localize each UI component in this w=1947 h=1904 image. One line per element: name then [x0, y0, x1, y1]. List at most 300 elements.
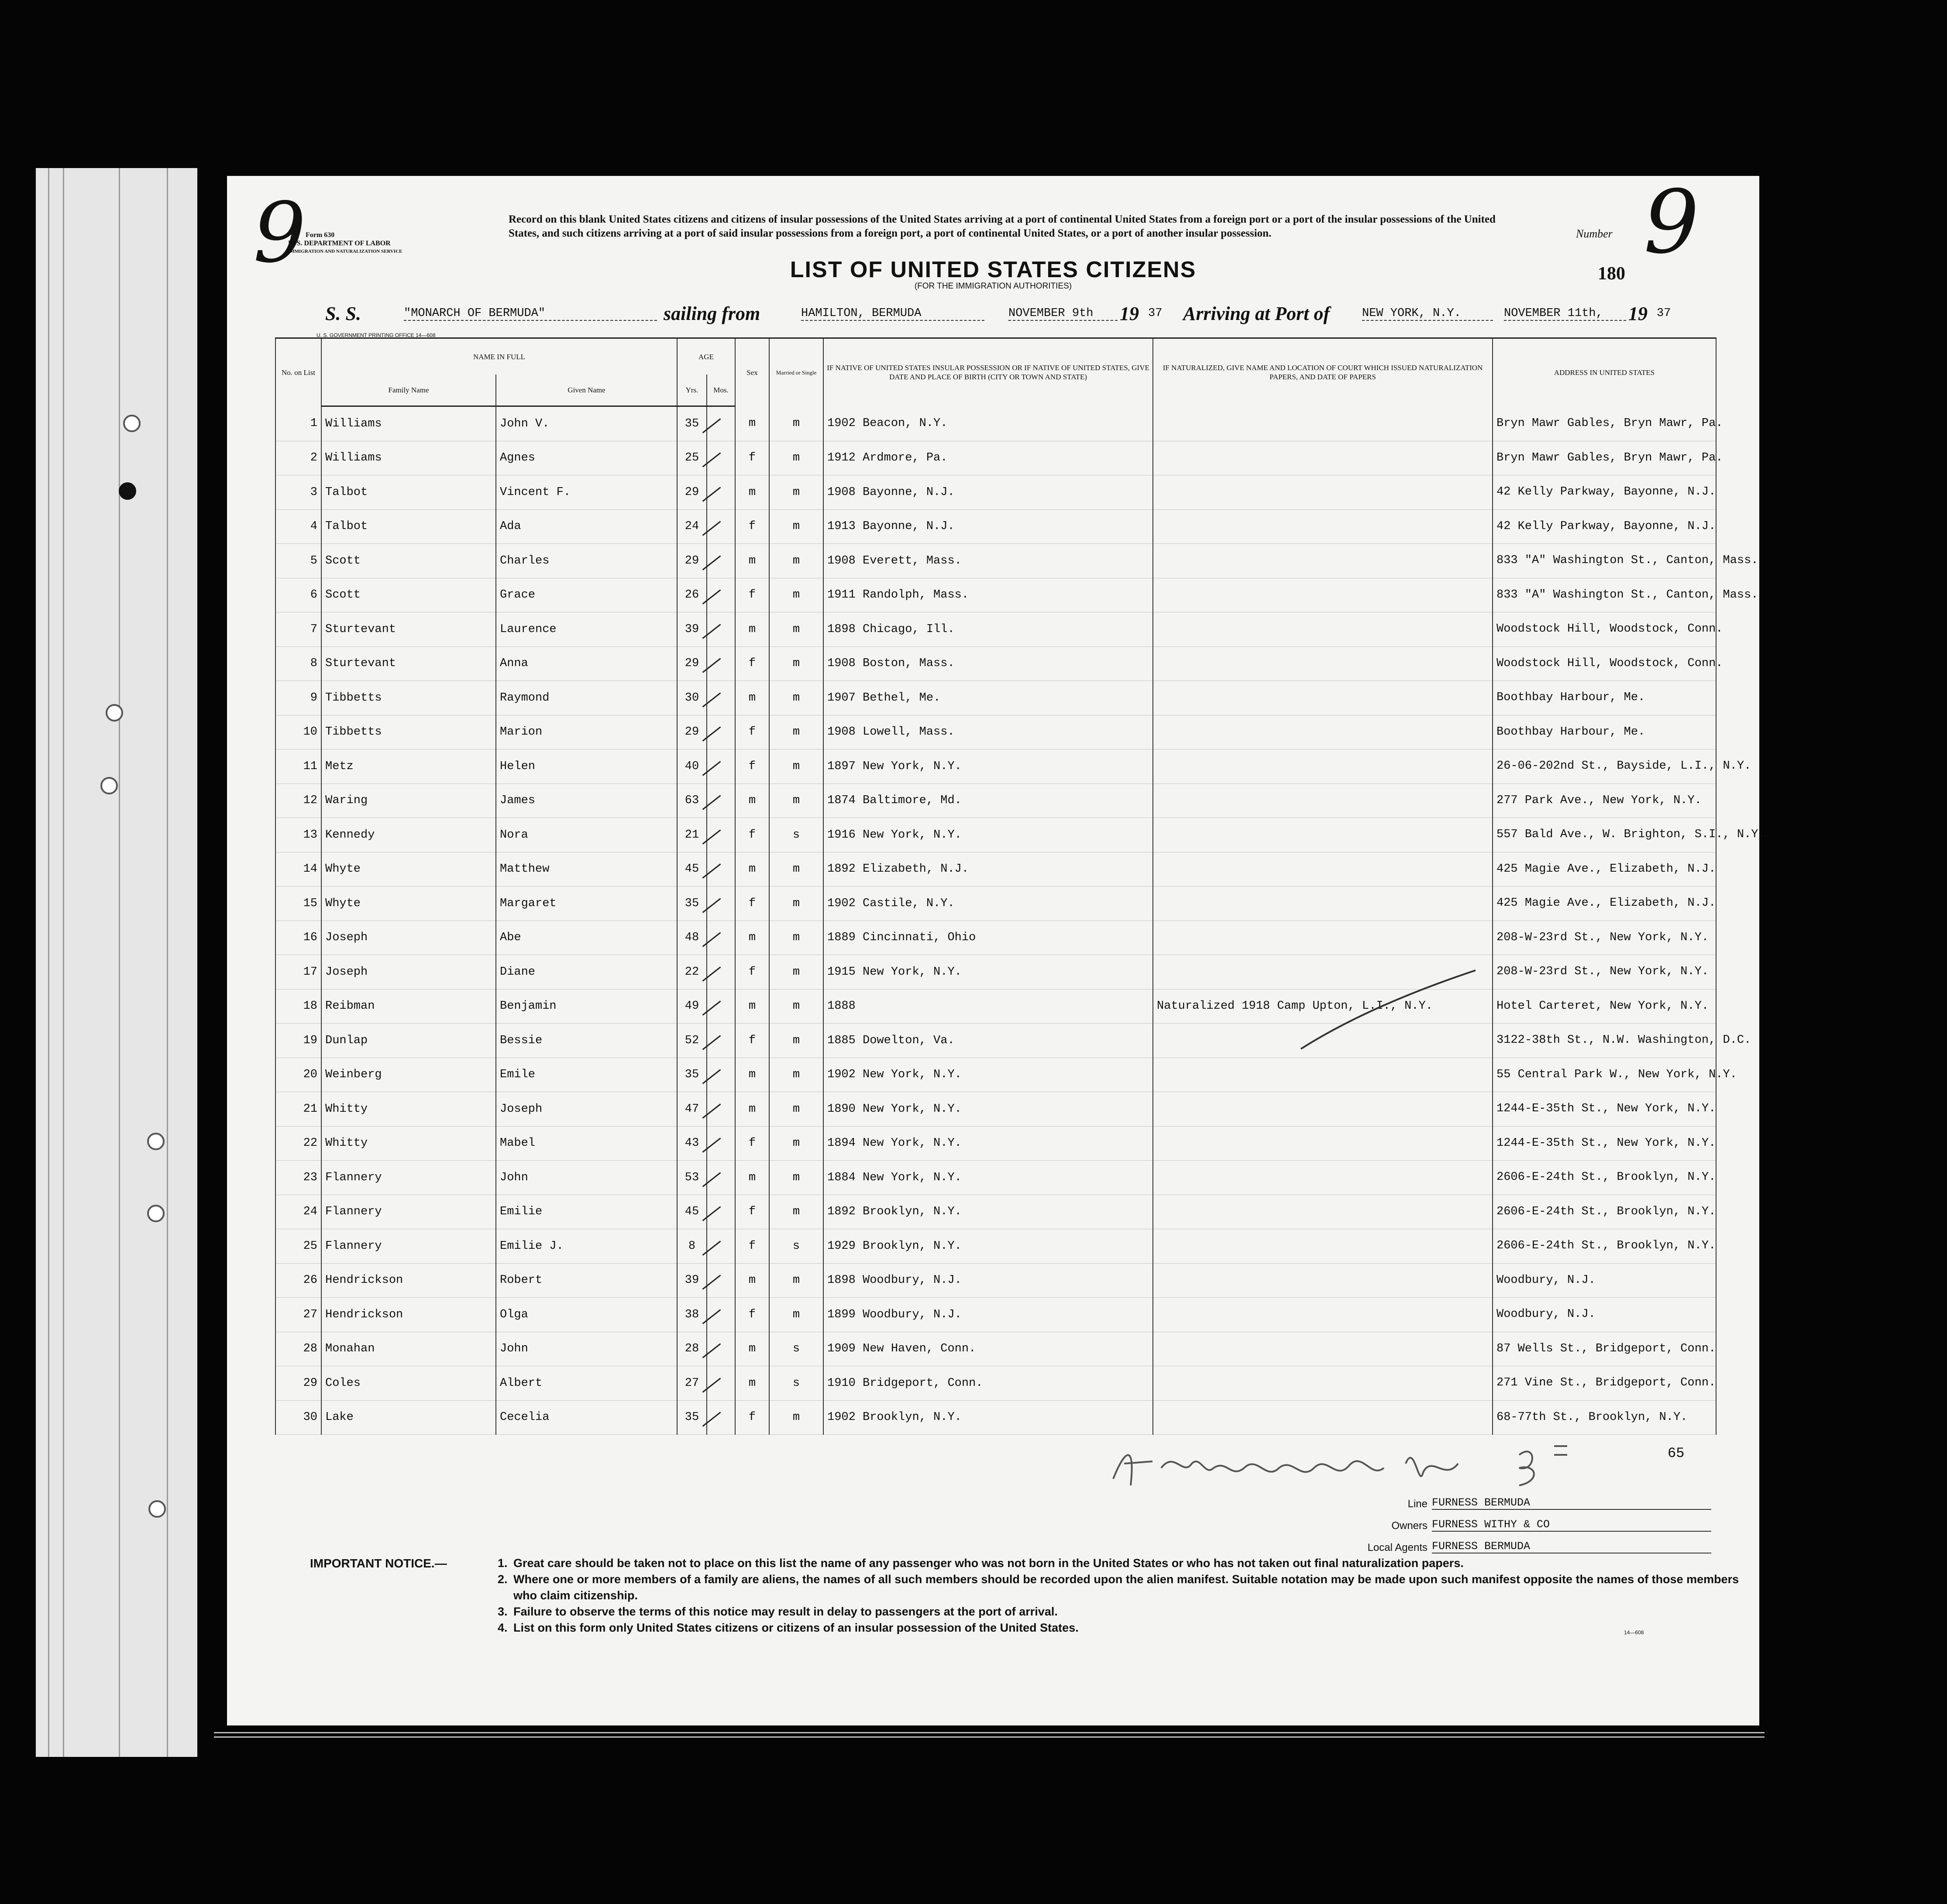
us-address: 208-W-23rd St., New York, N.Y.: [1493, 921, 1716, 955]
naturalization-info: [1153, 544, 1493, 578]
number-label: Number: [1576, 227, 1613, 240]
age-years-value: 52: [685, 1034, 699, 1047]
us-address: 26-06-202nd St., Bayside, L.I., N.Y.: [1493, 749, 1716, 784]
row-number: 1: [275, 406, 321, 441]
age-years: [677, 509, 707, 544]
table-row: [275, 1332, 1716, 1366]
age-years-value: 39: [685, 622, 699, 636]
row-number: 6: [275, 578, 321, 612]
family-name: Joseph: [321, 921, 496, 955]
birth-info: 1885 Dowelton, Va.: [823, 1024, 1153, 1058]
birth-info: 1912 Ardmore, Pa.: [823, 441, 1153, 475]
naturalization-info: [1153, 1263, 1493, 1298]
birth-info: 1892 Brooklyn, N.Y.: [823, 1195, 1153, 1229]
marital-status: m: [769, 1058, 823, 1092]
age-months: [707, 1195, 735, 1229]
given-name: Emile: [496, 1058, 677, 1092]
header-sex: Sex: [735, 338, 769, 406]
table-row: [275, 1024, 1716, 1058]
table-row: [275, 1229, 1716, 1264]
table-row: [275, 749, 1716, 784]
given-name: John V.: [496, 406, 677, 441]
table-row: [275, 989, 1716, 1024]
family-name: Williams: [321, 406, 496, 441]
owners-label: Owners: [1391, 1520, 1428, 1532]
us-address: 3122-38th St., N.W. Washington, D.C.: [1493, 1024, 1716, 1058]
family-name: Whyte: [321, 887, 496, 921]
header-age: AGE: [677, 338, 735, 375]
us-address: 277 Park Ave., New York, N.Y.: [1493, 784, 1716, 818]
marital-status: s: [769, 1229, 823, 1264]
birth-info: 1908 Boston, Mass.: [823, 646, 1153, 681]
us-address: 68-77th St., Brooklyn, N.Y.: [1493, 1400, 1716, 1435]
birth-info: 1898 Chicago, Ill.: [823, 612, 1153, 647]
row-number: 21: [275, 1092, 321, 1127]
naturalization-info: [1153, 921, 1493, 955]
age-years: [677, 646, 707, 681]
sex: f: [735, 441, 769, 475]
naturalization-info: [1153, 1229, 1493, 1264]
marital-status: m: [769, 749, 823, 784]
year-label: 19: [1120, 303, 1139, 324]
row-number: 2: [275, 441, 321, 475]
age-years-value: 48: [685, 931, 699, 945]
age-years-value: 35: [685, 1068, 699, 1082]
birth-info: 1894 New York, N.Y.: [823, 1126, 1153, 1161]
table-row: [275, 612, 1716, 647]
birth-info: 1929 Brooklyn, N.Y.: [823, 1229, 1153, 1264]
age-years: [677, 544, 707, 578]
intro-text: Record on this blank United States citizens and citizens of insular possessions of the United States arriving at a port of continental United States from a foreign port or a port of the insular possessions of the United States, and such citizens arriving at a port of said insular possessions from a foreign port, a port of continental United States, or a port of another insular possession.: [509, 213, 1496, 239]
sex: f: [735, 1400, 769, 1435]
agents-label: Local Agents: [1367, 1542, 1428, 1553]
notice-item-number: 4.: [498, 1621, 508, 1634]
row-number: 11: [275, 749, 321, 784]
given-name: John: [496, 1161, 677, 1195]
age-years-value: 30: [685, 691, 699, 705]
birth-info: 1889 Cincinnati, Ohio: [823, 921, 1153, 955]
age-years: [677, 441, 707, 475]
age-years: [677, 1195, 707, 1229]
age-months: [707, 1263, 735, 1298]
age-years-value: 45: [685, 1205, 699, 1219]
page-edge-line: [214, 1736, 1765, 1738]
naturalization-info: [1153, 887, 1493, 921]
age-years: [677, 852, 707, 887]
row-number: 13: [275, 818, 321, 852]
age-months: [707, 955, 735, 990]
table-row: [275, 887, 1716, 921]
given-name: Matthew: [496, 852, 677, 887]
family-name: Dunlap: [321, 1024, 496, 1058]
birth-info: 1874 Baltimore, Md.: [823, 784, 1153, 818]
age-years: [677, 1298, 707, 1332]
form-number-block: [288, 231, 402, 256]
table-row: [275, 406, 1716, 441]
naturalization-info: [1153, 715, 1493, 749]
arrival-port: NEW YORK, N.Y.: [1362, 307, 1493, 321]
birth-info: 1908 Lowell, Mass.: [823, 715, 1153, 749]
naturalization-info: [1153, 406, 1493, 441]
birth-info: 1915 New York, N.Y.: [823, 955, 1153, 990]
us-address: Bryn Mawr Gables, Bryn Mawr, Pa.: [1493, 406, 1716, 441]
row-number: 25: [275, 1229, 321, 1264]
family-name: Talbot: [321, 509, 496, 544]
age-years: [677, 1161, 707, 1195]
age-months: [707, 749, 735, 784]
marital-status: m: [769, 406, 823, 441]
sex: m: [735, 784, 769, 818]
sex: f: [735, 887, 769, 921]
given-name: Marion: [496, 715, 677, 749]
sex: f: [735, 578, 769, 612]
given-name: Abe: [496, 921, 677, 955]
year-label: 19: [1628, 303, 1648, 324]
arrival-year: 37: [1657, 307, 1671, 320]
notice-item-number: 1.: [498, 1557, 508, 1570]
passenger-rows: [275, 406, 1765, 1435]
page-subtitle: (FOR THE IMMIGRATION AUTHORITIES): [914, 282, 1072, 291]
marital-status: m: [769, 784, 823, 818]
given-name: Albert: [496, 1366, 677, 1401]
age-years: [677, 887, 707, 921]
age-years-value: 27: [685, 1376, 699, 1390]
given-name: Diane: [496, 955, 677, 990]
birth-info: 1907 Bethel, Me.: [823, 681, 1153, 715]
marital-status: m: [769, 681, 823, 715]
sex: m: [735, 989, 769, 1024]
birth-info: 1892 Elizabeth, N.J.: [823, 852, 1153, 887]
age-years-value: 22: [685, 965, 699, 979]
given-name: John: [496, 1332, 677, 1366]
row-number: 19: [275, 1024, 321, 1058]
arrival-date: NOVEMBER 11th,: [1504, 307, 1626, 321]
row-number: 9: [275, 681, 321, 715]
notice-item: [498, 1604, 1746, 1620]
age-months: [707, 1229, 735, 1264]
passenger-table: [275, 337, 1765, 1435]
manifest-page: [227, 172, 1765, 1725]
birth-info: 1908 Everett, Mass.: [823, 544, 1153, 578]
naturalization-info: [1153, 1298, 1493, 1332]
marital-status: m: [769, 475, 823, 510]
age-years-value: 29: [685, 554, 699, 567]
table-row: [275, 646, 1716, 681]
row-number: 24: [275, 1195, 321, 1229]
header-birth: IF NATIVE OF UNITED STATES INSULAR POSSESSION OR IF NATIVE OF UNITED STATES, GIVE DATE AND PLACE OF BIRTH (CITY OR TOWN AND STATE): [823, 338, 1153, 406]
row-number: 7: [275, 612, 321, 647]
sex: m: [735, 1092, 769, 1127]
us-address: Boothbay Harbour, Me.: [1493, 681, 1716, 715]
naturalization-info: [1153, 749, 1493, 784]
us-address: 425 Magie Ave., Elizabeth, N.J.: [1493, 852, 1716, 887]
sex: m: [735, 921, 769, 955]
table-row: [275, 852, 1716, 887]
age-years: [677, 989, 707, 1024]
naturalization-info: [1153, 1092, 1493, 1127]
row-number: 12: [275, 784, 321, 818]
sex: f: [735, 749, 769, 784]
age-months: [707, 475, 735, 510]
given-name: Olga: [496, 1298, 677, 1332]
marital-status: m: [769, 887, 823, 921]
header-married-single: Married or Single: [769, 338, 823, 406]
age-months: [707, 989, 735, 1024]
us-address: 2606-E-24th St., Brooklyn, N.Y.: [1493, 1161, 1716, 1195]
family-name: Talbot: [321, 475, 496, 510]
us-address: 87 Wells St., Bridgeport, Conn.: [1493, 1332, 1716, 1366]
naturalization-info: [1153, 1400, 1493, 1435]
given-name: Margaret: [496, 887, 677, 921]
family-name: Whitty: [321, 1092, 496, 1127]
sex: f: [735, 1229, 769, 1264]
age-years: [677, 955, 707, 990]
header-family-name: Family Name: [321, 375, 496, 406]
pencil-tick-mark: [1297, 966, 1480, 1053]
age-years-value: 40: [685, 760, 699, 773]
age-years-value: 29: [685, 657, 699, 670]
binder-side-sheet: [36, 168, 197, 1757]
sheet-edge: [48, 168, 49, 1757]
age-years: [677, 1058, 707, 1092]
owners-field: [1362, 1518, 1799, 1540]
age-years-value: 47: [685, 1102, 699, 1116]
header-given-name: Given Name: [496, 375, 677, 406]
age-years-value: 21: [685, 828, 699, 842]
given-name: Ada: [496, 509, 677, 544]
row-number: 29: [275, 1366, 321, 1401]
marital-status: m: [769, 1400, 823, 1435]
given-name: Emilie: [496, 1195, 677, 1229]
us-address: 833 "A" Washington St., Canton, Mass.: [1493, 578, 1716, 612]
us-address: Bryn Mawr Gables, Bryn Mawr, Pa.: [1493, 441, 1716, 475]
table-row: [275, 1161, 1716, 1195]
table-row: [275, 1058, 1716, 1092]
family-name: Williams: [321, 441, 496, 475]
us-address: Woodstock Hill, Woodstock, Conn.: [1493, 612, 1716, 647]
age-years-value: 63: [685, 794, 699, 808]
table-row: [275, 1263, 1716, 1298]
marital-status: m: [769, 989, 823, 1024]
sheet-edge: [167, 168, 168, 1757]
birth-info: 1908 Bayonne, N.J.: [823, 475, 1153, 510]
row-number: 22: [275, 1126, 321, 1161]
family-name: Flannery: [321, 1161, 496, 1195]
marital-status: s: [769, 1366, 823, 1401]
sex: f: [735, 818, 769, 852]
naturalization-info: [1153, 475, 1493, 510]
marital-status: m: [769, 1161, 823, 1195]
family-name: Lake: [321, 1400, 496, 1435]
ship-name: "MONARCH OF BERMUDA": [404, 307, 657, 321]
given-name: Agnes: [496, 441, 677, 475]
notice-item-number: 3.: [498, 1605, 508, 1618]
age-years: [677, 1263, 707, 1298]
table-row: [275, 544, 1716, 578]
age-years-value: 45: [685, 863, 699, 876]
age-months: [707, 509, 735, 544]
given-name: Helen: [496, 749, 677, 784]
age-years: [677, 406, 707, 441]
naturalization-info: Naturalized 1918 Camp Upton, L.I., N.Y.: [1153, 989, 1493, 1024]
age-months: [707, 544, 735, 578]
age-years: [677, 475, 707, 510]
sex: f: [735, 1298, 769, 1332]
header-yrs: Yrs.: [677, 375, 707, 406]
age-months: [707, 715, 735, 749]
given-name: Emilie J.: [496, 1229, 677, 1264]
family-name: Reibman: [321, 989, 496, 1024]
sex: m: [735, 406, 769, 441]
us-address: 42 Kelly Parkway, Bayonne, N.J.: [1493, 509, 1716, 544]
age-years-value: 35: [685, 897, 699, 910]
department-name: U. S. DEPARTMENT OF LABOR: [288, 240, 391, 247]
age-years-value: 26: [685, 588, 699, 602]
age-months: [707, 578, 735, 612]
age-months: [707, 1366, 735, 1401]
age-months: [707, 406, 735, 441]
table-row: [275, 681, 1716, 715]
birth-info: 1902 Brooklyn, N.Y.: [823, 1400, 1153, 1435]
row-number: 16: [275, 921, 321, 955]
age-months: [707, 1332, 735, 1366]
age-months: [707, 612, 735, 647]
row-number: 28: [275, 1332, 321, 1366]
sex: m: [735, 1332, 769, 1366]
us-address: 425 Magie Ave., Elizabeth, N.J.: [1493, 887, 1716, 921]
naturalization-info: [1153, 612, 1493, 647]
table-row: [275, 784, 1716, 818]
naturalization-info: [1153, 1332, 1493, 1366]
age-years: [677, 1024, 707, 1058]
ss-label: S. S.: [325, 303, 361, 324]
punch-hole-icon: [119, 482, 136, 500]
family-name: Sturtevant: [321, 646, 496, 681]
us-address: 557 Bald Ave., W. Brighton, S.I., N.Y.: [1493, 818, 1716, 852]
naturalization-info: [1153, 1195, 1493, 1229]
age-months: [707, 1161, 735, 1195]
notice-item: [498, 1620, 1746, 1636]
table-row: [275, 1092, 1716, 1127]
notice-item-text: Failure to observe the terms of this notice may result in delay to passengers at the port of arrival.: [513, 1605, 1058, 1618]
given-name: Benjamin: [496, 989, 677, 1024]
company-block: [1362, 1496, 1799, 1562]
marital-status: m: [769, 578, 823, 612]
table-row: [275, 818, 1716, 852]
us-address: 833 "A" Washington St., Canton, Mass.: [1493, 544, 1716, 578]
birth-info: 1890 New York, N.Y.: [823, 1092, 1153, 1127]
age-months: [707, 681, 735, 715]
line-field: [1362, 1496, 1799, 1518]
birth-info: 1898 Woodbury, N.J.: [823, 1263, 1153, 1298]
sex: f: [735, 1024, 769, 1058]
age-years: [677, 578, 707, 612]
notice-items: [498, 1555, 1746, 1636]
naturalization-info: [1153, 1161, 1493, 1195]
given-name: Vincent F.: [496, 475, 677, 510]
family-name: Tibbetts: [321, 681, 496, 715]
row-number: 14: [275, 852, 321, 887]
marital-status: m: [769, 646, 823, 681]
table-row: [275, 715, 1716, 749]
age-years-value: 29: [685, 485, 699, 499]
family-name: Metz: [321, 749, 496, 784]
us-address: 1244-E-35th St., New York, N.Y.: [1493, 1126, 1716, 1161]
marital-status: m: [769, 1126, 823, 1161]
marital-status: m: [769, 1195, 823, 1229]
family-name: Flannery: [321, 1229, 496, 1264]
age-years-value: 35: [685, 1411, 699, 1424]
sex: f: [735, 509, 769, 544]
us-address: Hotel Carteret, New York, N.Y.: [1493, 989, 1716, 1024]
age-years: [677, 1400, 707, 1435]
row-number: 15: [275, 887, 321, 921]
age-years: [677, 784, 707, 818]
family-name: Joseph: [321, 955, 496, 990]
service-name: IMMIGRATION AND NATURALIZATION SERVICE: [288, 249, 402, 254]
us-address: 55 Central Park W., New York, N.Y.: [1493, 1058, 1716, 1092]
naturalization-info: [1153, 441, 1493, 475]
age-months: [707, 1126, 735, 1161]
given-name: Laurence: [496, 612, 677, 647]
us-address: 42 Kelly Parkway, Bayonne, N.J.: [1493, 475, 1716, 510]
line-value: FURNESS BERMUDA: [1432, 1496, 1711, 1510]
us-address: 271 Vine St., Bridgeport, Conn.: [1493, 1366, 1716, 1401]
family-name: Flannery: [321, 1195, 496, 1229]
family-name: Hendrickson: [321, 1298, 496, 1332]
notice-item: [498, 1571, 1746, 1604]
age-years-value: 39: [685, 1274, 699, 1287]
age-years-value: 25: [685, 451, 699, 465]
marital-status: m: [769, 441, 823, 475]
table-row: [275, 578, 1716, 612]
age-years: [677, 749, 707, 784]
sheet-edge: [63, 168, 64, 1757]
family-name: Monahan: [321, 1332, 496, 1366]
marital-status: m: [769, 852, 823, 887]
table-row: [275, 1126, 1716, 1161]
birth-info: 1910 Bridgeport, Conn.: [823, 1366, 1153, 1401]
voyage-line: [227, 302, 1759, 329]
age-years-value: 35: [685, 417, 699, 430]
table-row: [275, 1366, 1716, 1401]
agents-value: FURNESS BERMUDA: [1432, 1540, 1711, 1553]
us-address: Woodstock Hill, Woodstock, Conn.: [1493, 646, 1716, 681]
naturalization-info: [1153, 1366, 1493, 1401]
birth-info: 1884 New York, N.Y.: [823, 1161, 1153, 1195]
punch-hole-icon: [147, 1205, 165, 1222]
birth-info: 1902 Castile, N.Y.: [823, 887, 1153, 921]
birth-info: 1916 New York, N.Y.: [823, 818, 1153, 852]
header-address: ADDRESS IN UNITED STATES: [1493, 338, 1716, 406]
birth-info: 1909 New Haven, Conn.: [823, 1332, 1153, 1366]
age-months: [707, 1298, 735, 1332]
us-address: 2606-E-24th St., Brooklyn, N.Y.: [1493, 1195, 1716, 1229]
family-name: Hendrickson: [321, 1263, 496, 1298]
arriving-label: Arriving at Port of: [1183, 303, 1330, 324]
table-row: [275, 509, 1716, 544]
age-months: [707, 1092, 735, 1127]
marital-status: m: [769, 715, 823, 749]
naturalization-info: [1153, 818, 1493, 852]
age-years-value: 8: [688, 1239, 696, 1253]
table-row: [275, 1400, 1716, 1435]
us-address: Woodbury, N.J.: [1493, 1263, 1716, 1298]
punch-hole-icon: [148, 1500, 166, 1518]
sex: m: [735, 852, 769, 887]
notice-heading: IMPORTANT NOTICE.—: [310, 1557, 447, 1570]
table-row: [275, 475, 1716, 510]
